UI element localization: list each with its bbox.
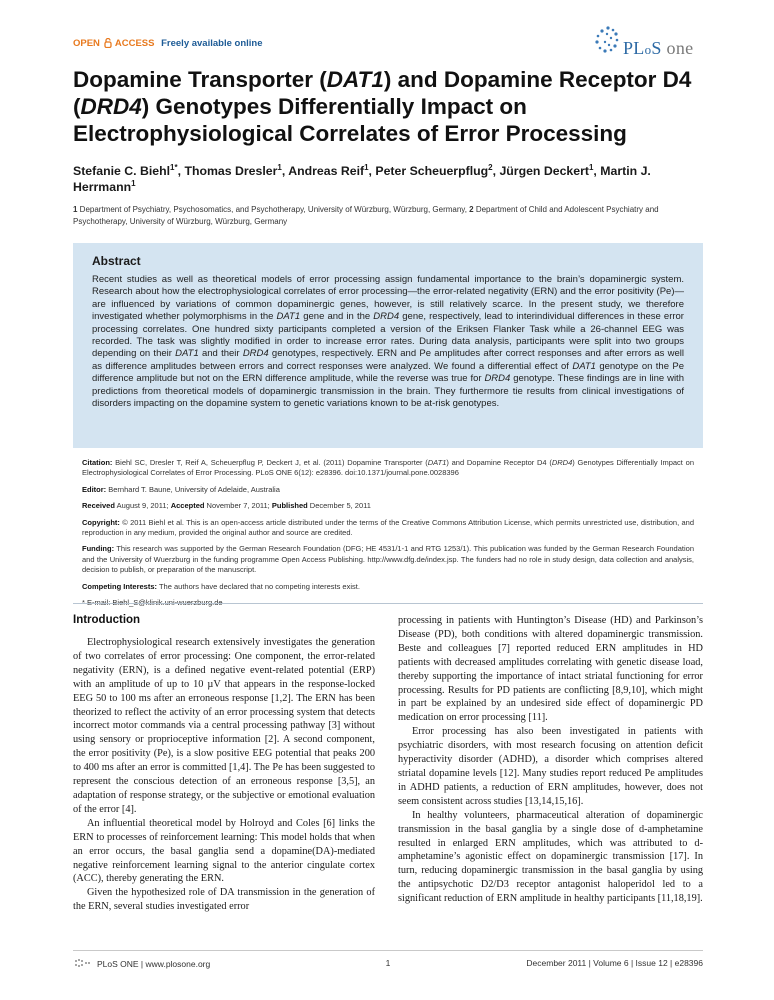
- footer-issue: December 2011 | Volume 6 | Issue 12 | e28396: [526, 958, 703, 968]
- right-column-text: [398, 614, 703, 906]
- oa-free-label: Freely available online: [161, 38, 263, 49]
- abstract-heading: Abstract: [92, 254, 141, 268]
- editor-text: Bernhard T. Baune, University of Adelaide, Australia: [106, 484, 280, 494]
- oa-open-label: OPEN: [73, 38, 100, 49]
- right-column: [398, 614, 703, 906]
- author-affiliation-mark: 1: [588, 163, 594, 172]
- plos-one-logo: [593, 24, 703, 58]
- author-affiliation-mark: 1: [364, 163, 369, 172]
- editor-label: Editor:: [82, 484, 107, 494]
- citation-label: Citation:: [82, 458, 113, 467]
- wordmark-o: o: [644, 42, 652, 57]
- affil-2-text: Department of Child and Adolescent Psychiatry and Psychotherapy, University of Würzburg, Würzburg, Germany: [73, 205, 659, 226]
- published-label: Published: [271, 501, 308, 511]
- citation-line: [82, 458, 694, 479]
- editor-line: [82, 485, 694, 495]
- author-name: Stefanie C. Biehl: [73, 164, 171, 178]
- received-label: Received: [82, 501, 115, 511]
- received-date: August 9, 2011;: [114, 501, 171, 511]
- funding-text: This research was supported by the German Research Foundation (DFG; HE 4531/1-1 and RTG 1253/1). This publication was funded by the German Research Foundation and the University of Wuerzburg in the funding programme Open Access Publishing. http://www.dfg.de/index.jsp. The funders had no role in study design, data collection and analysis, decision to publish, or preparation of the manuscript.: [82, 544, 694, 575]
- affil-1-number: 1: [73, 205, 78, 214]
- affil-1-text: Department of Psychiatry, Psychosomatics, and Psychotherapy, University of Würzburg, Würzburg, Germany,: [77, 205, 470, 214]
- page-number: 1: [385, 958, 391, 968]
- funding-label: Funding:: [82, 544, 115, 554]
- article-metadata: [82, 458, 694, 614]
- left-column: [73, 614, 375, 914]
- wordmark-s: S: [651, 38, 662, 58]
- wordmark-one: one: [666, 38, 694, 58]
- footer-journal-text: PLoS ONE | www.plosone.org: [97, 959, 211, 969]
- page-footer: [73, 958, 703, 972]
- article-title: Dopamine Transporter (DAT1) and Dopamine Receptor D4 (DRD4) Genotypes Differentially Impact on Electrophysiological Correlates of Error Processing: [73, 67, 692, 146]
- intro-paragraph: Electrophysiological research extensively investigates the generation of two correlates of error processing: One component, the error-related negativity (ERN), is a defined negative event-related potential (ERP) with an amplitude of up to 10 µV that appears in the response-locked EEG 50 to 100 ms after an erroneous response [1,2]. The ERN has been theorized to reflect the activity of an error processing system that detects incorrect motor commands via a central processing pathway [3] without using sensory or proprioceptive information [2]. A second component, the error positivity (Pe), is a slow positive EEG potential that peaks 200 to 400 ms after an error is committed [1,4]. The Pe has been suggested to represent the conscious detection of an erroneous response [3,5], an adaptation of response strategy, or the subjective or emotional evaluation of the error [4].: [73, 637, 375, 815]
- author-name: Peter Scheuerpflug: [375, 164, 489, 178]
- copyright-label: Copyright:: [82, 517, 120, 527]
- funding-line: [82, 544, 694, 575]
- author-name: Martin J. Herrmann: [73, 164, 651, 194]
- copyright-text: © 2011 Biehl et al. This is an open-access article distributed under the terms of the Creative Commons Attribution License, which permits unrestricted use, distribution, and reproduction in any medium, provided the original author and source are credited.: [82, 517, 694, 538]
- open-lock-icon: [104, 38, 112, 48]
- author-name: Jürgen Deckert: [499, 164, 589, 178]
- author-affiliation-mark: 1*: [170, 163, 178, 172]
- abstract-box: [73, 238, 703, 448]
- intro-paragraph: In healthy volunteers, pharmaceutical alteration of dopaminergic transmission in the basal ganglia by a single dose of d-amphetamine resulted in enlarged ERN amplitudes, which was attributed to d-amphetamine’s agonistic effect on dopaminergic transmission [17]. In turn, reducing dopaminergic transmission in the basal ganglia by using the antipsychotic D2/D3 receptor antagonist haloperidol led to a significant reduction of ERN amplitude in healthy participants [11,18,19].: [398, 809, 703, 905]
- competing-text: The authors have declared that no competing interests exist.: [157, 581, 360, 591]
- accepted-label: Accepted: [170, 501, 205, 511]
- oa-access-label: ACCESS: [114, 38, 155, 49]
- footer-divider: [73, 950, 703, 951]
- accepted-date: November 7, 2011;: [204, 501, 272, 511]
- author-affiliation-mark: 1: [131, 179, 136, 188]
- affiliations: [73, 204, 703, 228]
- competing-interests-line: [82, 582, 694, 592]
- dates-line: [82, 501, 694, 511]
- plos-dots-icon: [593, 24, 623, 58]
- abstract-text: Recent studies as well as theoretical models of error processing assign fundamental importance to the brain’s dopaminergic system. Research about how the electrophysiological correlates of error processing—the error-related negativity (ERN) and the error positivity (Pe)—are influenced by variations of common dopaminergic genes, however, is still relatively scarce. In the present study, we therefore investigated whether polymorphisms in the DAT1 gene and in the DRD4 gene, respectively, lead to interindividual differences in these error processing correlates. One hundred sixty participants completed a version of the Eriksen Flanker Task while a 26-channel EEG was recorded. The task was slightly modified in order to increase error rates. During data analysis, participants were split into two groups depending on their DAT1 and their DRD4 genotypes, respectively. ERN and Pe amplitudes after correct responses and after errors as well as difference amplitudes between errors and correct responses were analyzed. We found a differential effect of DAT1 genotype on the Pe difference amplitude but not on the ERN difference amplitude, while the reverse was true for DRD4 genotype. These findings are in line with predictions from theoretical models of dopaminergic transmission in the brain. They furthermore tie results from clinical investigations of disorders impacting on the dopamine system to genetic variations known to be at-risk genotypes.: [92, 274, 685, 410]
- left-column-text: [73, 636, 375, 914]
- author-affiliation-mark: 2: [488, 163, 493, 172]
- author-name: Andreas Reif: [288, 164, 365, 178]
- published-date: December 5, 2011: [307, 501, 371, 511]
- plos-one-wordmark: [623, 38, 693, 59]
- citation-text: Biehl SC, Dresler T, Reif A, Scheuerpflug P, Deckert J, et al. (2011) Dopamine Transporter (DAT1) and Dopamine Receptor D4 (DRD4) Genotypes Differentially Impact on Electrophysiological Correlates of Error Processing. PLoS ONE 6(12): e28396. doi:10.1371/journal.pone.0028396: [82, 458, 694, 478]
- author-affiliation-mark: 1: [277, 163, 282, 172]
- intro-paragraph: Given the hypothesized role of DA transmission in the generation of the ERN, several studies investigated error: [73, 887, 375, 913]
- author-name: Thomas Dresler: [184, 164, 278, 178]
- competing-label: Competing Interests:: [82, 581, 158, 591]
- section-divider: [73, 603, 703, 604]
- intro-paragraph: Error processing has also been investigated in patients with psychiatric disorders, with most research focusing on attention deficit hyperactivity disorder (ADHD), a disorder which comprises altered striatal dopamine levels [12]. Many studies report reduced Pe amplitudes in ADHD patients, a reduction of ERN amplitudes, however, does not seem consistent across studies [13,14,15,16].: [398, 726, 703, 807]
- wordmark-pl: PL: [623, 38, 645, 58]
- open-access-badge: [73, 38, 263, 49]
- copyright-line: [82, 518, 694, 539]
- affil-2-number: 2: [469, 205, 474, 214]
- intro-paragraph: processing in patients with Huntington’s Disease (HD) and Parkinson’s Disease (PD), both conditions with altered dopaminergic transmission. Beste and colleagues [7] reported reduced ERN amplitudes in HD patients with decreased amplitudes correlating with genetic disease load, thereby supporting the importance of intact striatal functioning for error processing. Results for PD patients are conflicting [8,9,10], which might in part be explained by an undesired side effect of dopaminergic PD medication on error processing [11].: [398, 615, 703, 724]
- author-list: Stefanie C. Biehl$^{1*}$, Thomas Dresler$^1$, Andreas Reif$^1$, Peter Scheuerpflug$^2$, Jürgen Deckert$^1$, Martin J. Herrmann$^1$: [73, 163, 651, 194]
- introduction-heading: Introduction: [73, 614, 141, 626]
- intro-paragraph: An influential theoretical model by Holroyd and Coles [6] links the ERN to processes of reinforcement learning: This model holds that when an error occurs, the basal ganglia send a dopamine(DA)-mediated negative reinforcement learning signal to the anterior cingulate cortex (ACC), thereby generating the ERN.: [73, 817, 375, 885]
- journal-header: [73, 36, 703, 58]
